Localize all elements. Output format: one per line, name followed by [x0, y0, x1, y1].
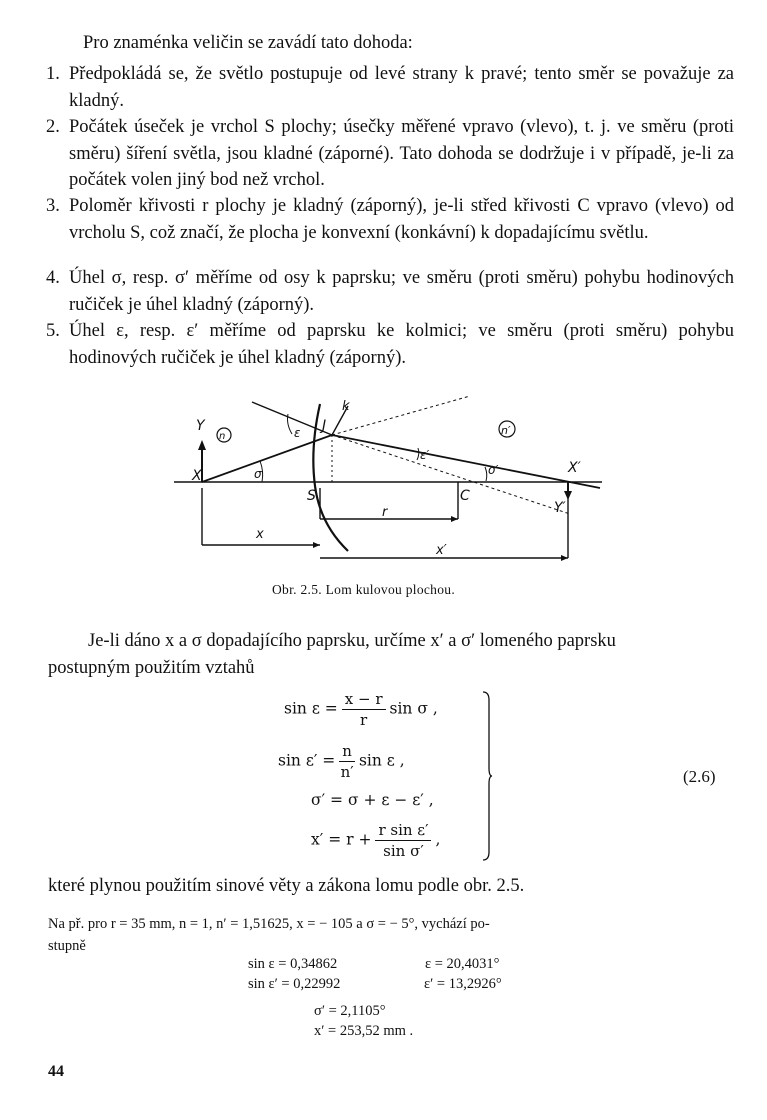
- item-text: Úhel ε, resp. ε′ měříme od paprsku ke kolmici; ve směru (proti směru) pohybu hodinových ručiček je úhel kladný (záporný).: [69, 321, 734, 368]
- numerator: r sin ε′: [375, 821, 431, 841]
- label-x-prime: x′: [436, 543, 447, 558]
- refraction-figure: [170, 388, 610, 581]
- result-sin-eps: sin ε = 0,34862: [248, 956, 338, 972]
- fraction: [339, 742, 355, 781]
- numerator: n: [339, 742, 355, 762]
- example-line: Na př. pro r = 35 mm, n = 1, n′ = 1,51625, x = − 105 a σ = − 5°, vychází po-: [48, 916, 490, 932]
- paragraph-line: Je-li dáno x a σ dopadajícího paprsku, určíme x′ a σ′ lomeného paprsku: [88, 631, 616, 651]
- fraction: [342, 690, 386, 729]
- label-J: J: [322, 418, 327, 434]
- label-epsilon-prime: ε′: [420, 448, 430, 462]
- dim-r-arrowhead: [451, 516, 458, 522]
- result-eps: ε = 20,4031°: [425, 956, 500, 972]
- item-number: 5.: [46, 321, 60, 341]
- denominator: r: [360, 711, 368, 729]
- denominator: n′: [340, 763, 354, 781]
- equation-4: [311, 821, 440, 860]
- fraction: [375, 821, 431, 860]
- body-paragraph: [48, 628, 726, 682]
- label-x: x: [256, 527, 264, 542]
- epsilon-prime-arc: [417, 448, 419, 460]
- label-n-prime: n′: [501, 424, 511, 437]
- eq-lhs: sin ε =: [284, 699, 338, 718]
- followup-sentence: které plynou použitím sinové věty a zákona lomu podle obr. 2.5.: [48, 876, 525, 896]
- intro-sentence: Pro znaménka veličin se zavádí tato dohoda:: [83, 33, 413, 53]
- sigma-prime-arc: [485, 467, 487, 481]
- eq-lhs: sin ε′ =: [278, 751, 336, 770]
- item-text: Úhel σ, resp. σ′ měříme od osy k paprsku; ve směru (proti směru) pohybu hodinových ručiček je úhel kladný (záporný).: [69, 268, 734, 315]
- label-X: X: [192, 468, 202, 484]
- incident-continuation: [332, 396, 470, 435]
- label-r: r: [382, 505, 388, 520]
- eq-rhs: sin ε ,: [358, 751, 405, 770]
- item-text: Poloměr křivosti r plochy je kladný (záporný), je-li střed křivosti C vpravo (vlevo) od vrcholu S, což značí, že plocha je konvexní (konkávní) k dopadajícímu světlu.: [69, 196, 734, 243]
- item-number: 3.: [46, 196, 60, 216]
- eq-rhs: sin σ ,: [389, 699, 438, 718]
- item-text: Počátek úseček je vrchol S plochy; úsečky měřené vpravo (vlevo), t. j. ve směru (proti směru) šíření světla, jsou kladné (záporné). Tato dohoda se dodržuje i v případě, je-li za počátek volen jiný bod než vrchol.: [69, 117, 734, 190]
- label-C: C: [460, 488, 470, 504]
- label-k: k: [342, 399, 350, 414]
- refraction-diagram: [170, 388, 610, 576]
- label-epsilon: ε: [294, 426, 301, 440]
- label-Y: Y: [196, 418, 205, 434]
- label-Y-prime: Y′: [554, 500, 566, 516]
- equation-3: σ′ = σ + ε − ε′ ,: [311, 791, 434, 809]
- result-sigma-prime: σ′ = 2,1105°: [314, 1003, 386, 1019]
- result-x-prime: x′ = 253,52 mm .: [314, 1023, 414, 1039]
- equation-1: [284, 690, 438, 729]
- equation-number: (2.6): [683, 767, 716, 786]
- denominator: sin σ′: [383, 842, 424, 860]
- eq-rhs: ,: [435, 830, 441, 849]
- page-number: 44: [48, 1063, 64, 1080]
- label-S: S: [307, 488, 316, 504]
- item-text: Předpokládá se, že světlo postupuje od levé strany k pravé; tento směr se považuje za kladný.: [69, 64, 734, 111]
- label-X-prime: X′: [568, 460, 581, 476]
- example-line: stupně: [48, 938, 86, 954]
- label-sigma-prime: σ′: [488, 463, 499, 477]
- label-sigma: σ: [254, 467, 262, 481]
- eq-lhs: x′ = r +: [311, 830, 372, 849]
- dim-x-arrowhead: [313, 542, 320, 548]
- object-arrowhead: [198, 440, 206, 450]
- figure-caption: Obr. 2.5. Lom kulovou plochou.: [272, 582, 455, 597]
- label-n: n: [219, 431, 226, 442]
- item-number: 4.: [46, 268, 60, 288]
- item-number: 2.: [46, 117, 60, 137]
- numerator: x − r: [342, 690, 386, 710]
- refracted-ray: [332, 435, 600, 488]
- equation-2: [278, 742, 405, 781]
- spherical-surface: [313, 404, 348, 551]
- right-brace: [481, 690, 493, 862]
- paragraph-line: postupným použitím vztahů: [48, 658, 255, 678]
- item-number: 1.: [46, 64, 60, 84]
- result-sin-eps-prime: sin ε′ = 0,22992: [248, 976, 341, 992]
- dim-x-prime-arrowhead: [561, 555, 568, 561]
- image-arrowhead: [564, 491, 572, 500]
- result-eps-prime: ε′ = 13,2926°: [424, 976, 502, 992]
- example-paragraph: [48, 913, 728, 957]
